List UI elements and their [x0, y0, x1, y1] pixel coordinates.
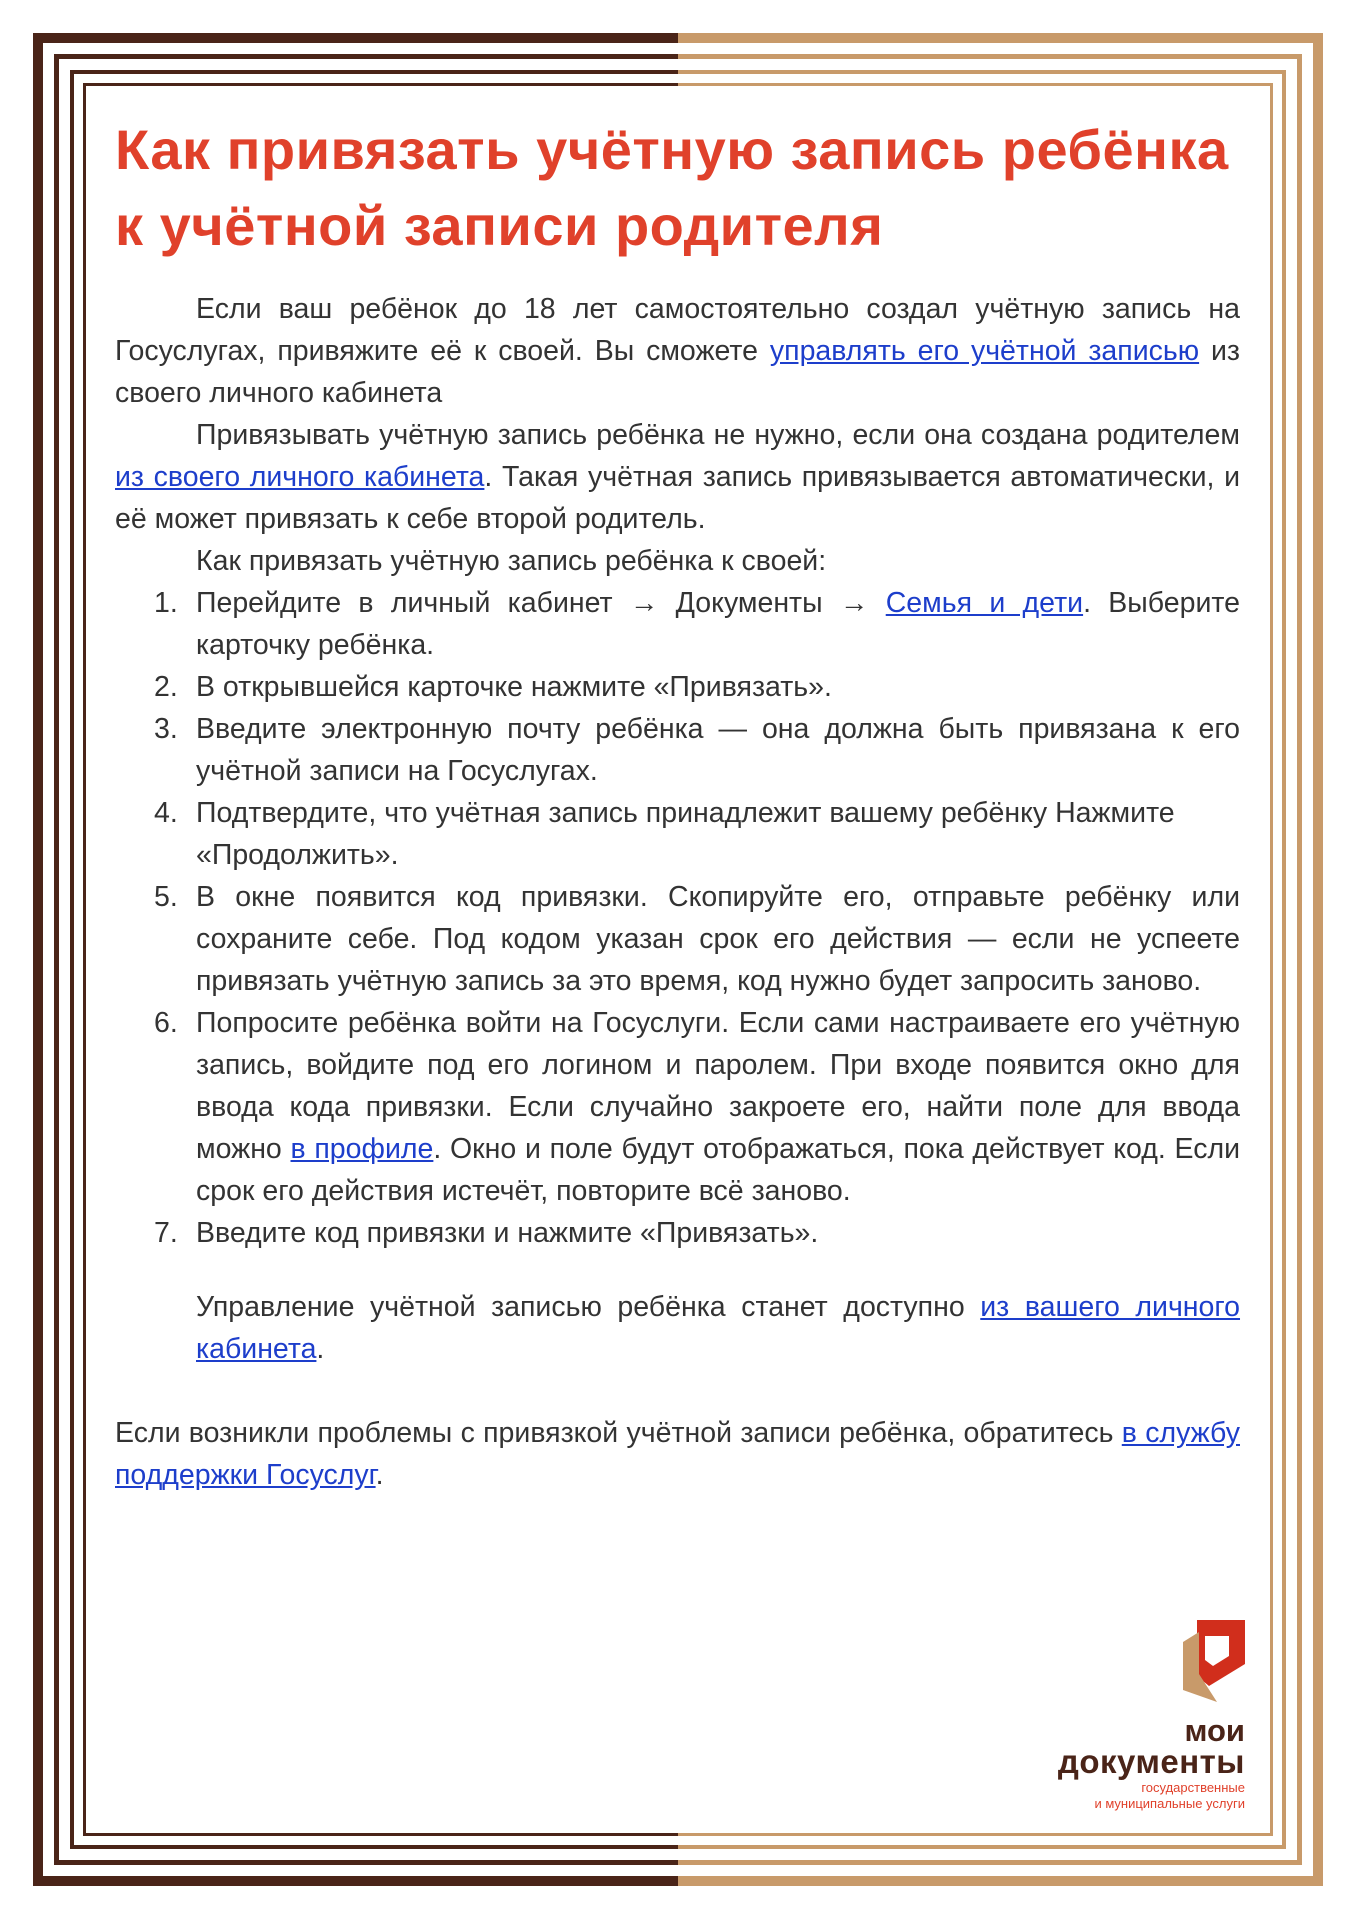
summary-tail: .: [316, 1333, 325, 1365]
profile-link[interactable]: в профиле: [290, 1133, 434, 1165]
document-content: [115, 112, 1240, 1496]
logo-subtitle-1: государственные: [1141, 1780, 1245, 1795]
step-text: В окне появится код привязки. Скопируйте его, отправьте ребёнку или сохраните себе. Под кодом указан срок его действия — если не успеете привязать учётную запись за это время, код нужно будет запросить заново.: [196, 881, 1240, 997]
step-item: [154, 708, 1240, 792]
support-text: Если возникли проблемы с привязкой учётной записи ребёнка, обратитесь: [115, 1417, 1122, 1449]
support-tail: .: [375, 1459, 384, 1491]
step-number: 2.: [154, 671, 178, 703]
logo-mark-icon: [1183, 1620, 1245, 1702]
step-text: Попросите ребёнка войти на Госуслуги. Если сами настраиваете его учётную запись, войдите под его логином и паролем. При входе появится окно для ввода кода привязки. Если случайно закроете его, найти поле для ввода можно: [196, 1007, 1240, 1165]
step-text: Введите код привязки и нажмите «Привязать».: [196, 1217, 819, 1249]
intro-text: Если ваш ребёнок до 18 лет самостоятельно создал учётную запись на Госуслугах, привяжите её к своей. Вы сможете: [115, 293, 1240, 367]
family-children-link[interactable]: Семья и дети: [885, 587, 1084, 619]
note-text: Привязывать учётную запись ребёнка не нужно, если она создана родителем: [196, 419, 1240, 451]
support-service-link[interactable]: в службу поддержки Госуслуг: [115, 1417, 1240, 1491]
step-item: [154, 666, 1240, 708]
step-item: [154, 1002, 1241, 1212]
support-paragraph: [115, 1412, 1240, 1496]
step-text: Подтвердите, что учётная запись принадлежит вашему ребёнку Нажмите «Продолжить».: [196, 797, 1175, 871]
step-number: 4.: [154, 797, 178, 829]
document-body: [115, 288, 1240, 1496]
step-text: В открывшейся карточке нажмите «Привязать».: [196, 671, 832, 703]
summary-text: Управление учётной записью ребёнка станет доступно: [196, 1291, 981, 1323]
personal-cabinet-link[interactable]: из своего личного кабинета: [115, 461, 485, 493]
step-number: 6.: [154, 1007, 178, 1039]
logo-text-dokumenty: документы: [1057, 1743, 1245, 1780]
your-cabinet-link[interactable]: из вашего личного кабинета: [196, 1291, 1241, 1365]
steps-list: [115, 582, 1240, 1254]
step-tail: . Выберите карточку ребёнка.: [196, 587, 1241, 661]
intro-paragraph: [115, 288, 1240, 414]
logo-text-moi: мои: [1184, 1713, 1245, 1748]
step-number: 5.: [154, 881, 178, 913]
moi-dokumenty-logo: [1000, 1620, 1245, 1815]
step-text: Перейдите в личный кабинет → Документы →: [196, 587, 886, 619]
step-number: 3.: [154, 713, 178, 745]
step-number: 1.: [154, 587, 178, 619]
page-title: Как привязать учётную запись ребёнка к учётной записи родителя: [115, 118, 1229, 257]
step-item: [154, 582, 1241, 666]
intro-tail: из своего личного кабинета: [115, 335, 1240, 409]
note-tail: . Такая учётная запись привязывается автоматически, и её может привязать к себе второй родитель.: [115, 461, 1240, 535]
note-paragraph: [115, 414, 1240, 540]
step-item: [154, 876, 1240, 1002]
step-item: [154, 792, 1240, 876]
step-tail: . Окно и поле будут отображаться, пока действует код. Если срок его действия истечёт, повторите всё заново.: [196, 1133, 1241, 1207]
logo-subtitle-2: и муниципальные услуги: [1094, 1796, 1245, 1811]
manage-account-link[interactable]: управлять его учётной записью: [769, 335, 1200, 367]
summary-paragraph: [115, 1286, 1240, 1370]
step-text: Введите электронную почту ребёнка — она должна быть привязана к его учётной записи на Госуслугах.: [196, 713, 1240, 787]
step-item: [154, 1212, 1240, 1254]
steps-intro: Как привязать учётную запись ребёнка к своей:: [196, 545, 827, 577]
step-number: 7.: [154, 1217, 178, 1249]
